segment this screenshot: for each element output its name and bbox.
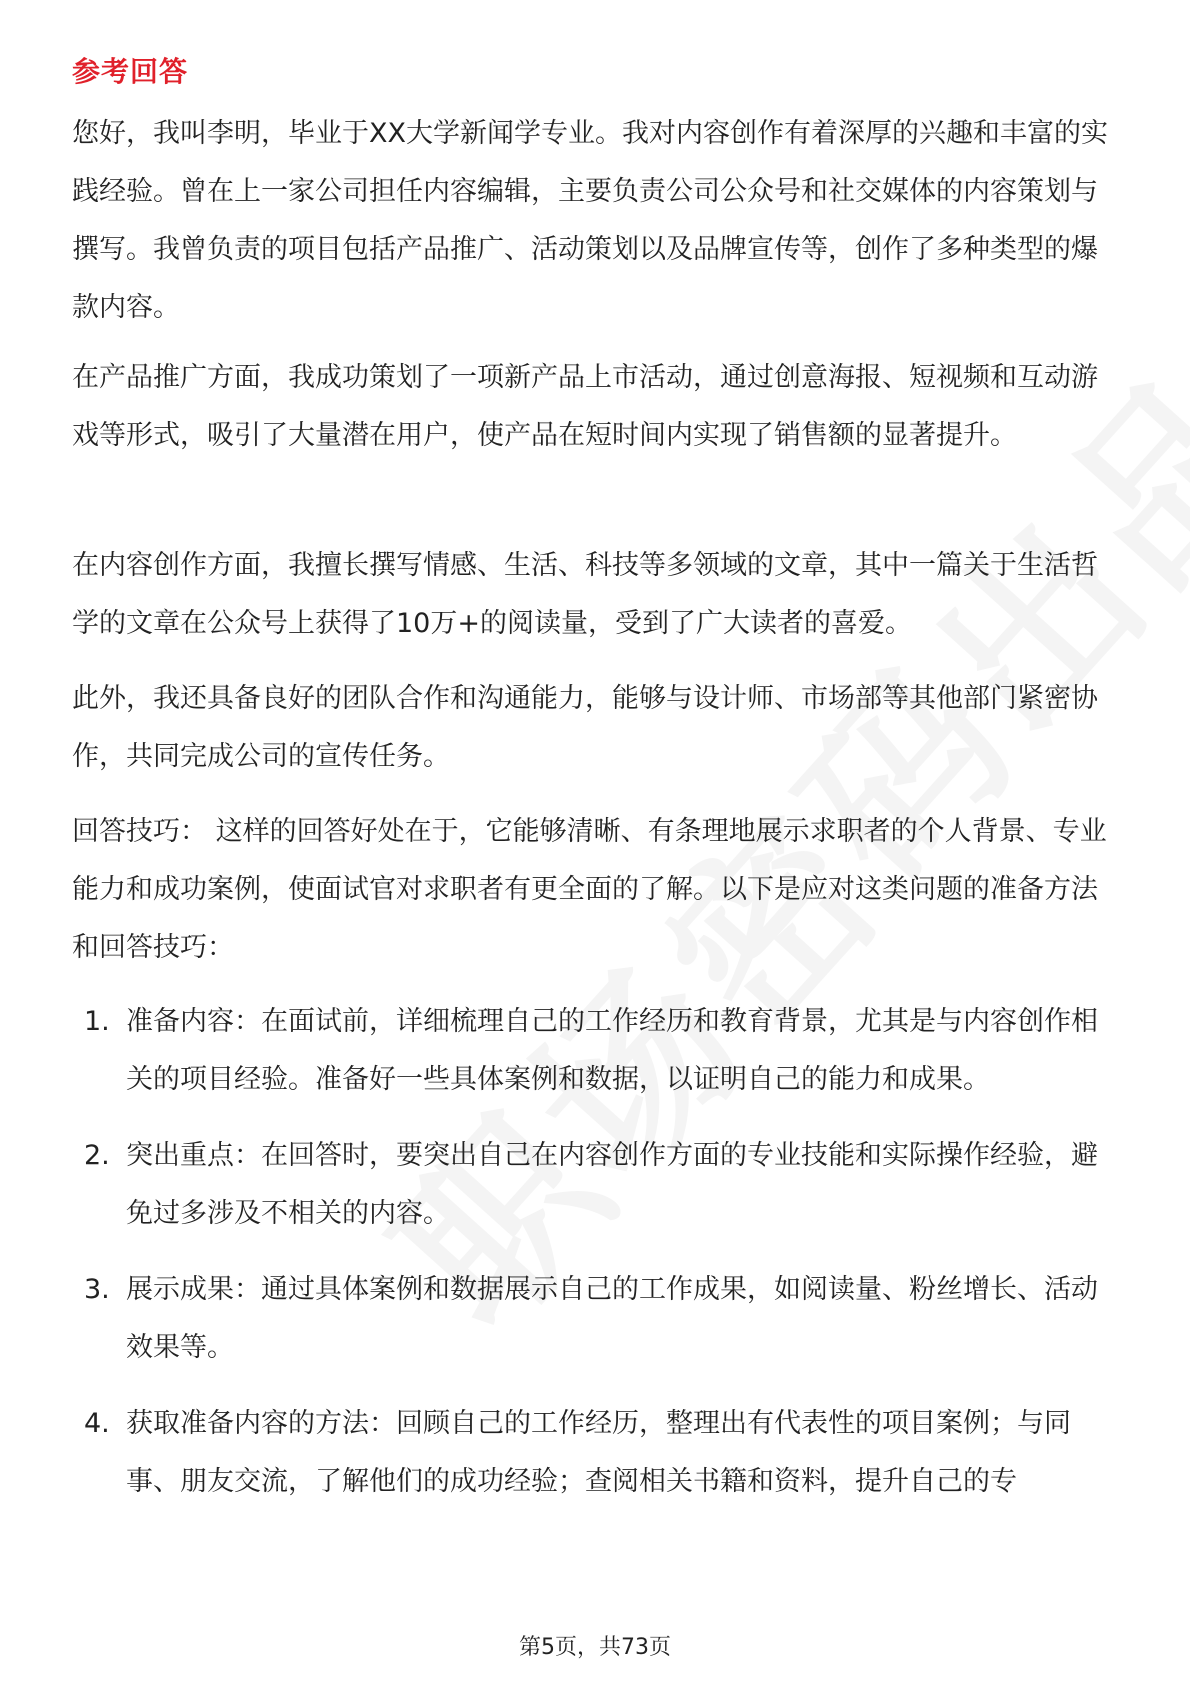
list-item <box>84 993 1124 1109</box>
list-number: 2. <box>84 1140 110 1171</box>
list-number: 4. <box>84 1408 110 1439</box>
list-item <box>84 1395 1124 1511</box>
page-number-footer: 第5页，共73页 <box>519 1635 671 1660</box>
paragraph-teamwork: 此外，我还具备良好的团队合作和沟通能力，能够与设计师、市场部等其他部门紧密协作，共同完成公司的宣传任务。 <box>72 683 1098 772</box>
paragraph-answer-tips: 回答技巧： 这样的回答好处在于，它能够清晰、有条理地展示求职者的个人背景、专业能力和成功案例，使面试官对求职者有更全面的了解。以下是应对这类问题的准备方法和回答技巧： <box>72 816 1107 963</box>
list-text: 突出重点：在回答时，要突出自己在内容创作方面的专业技能和实际操作经验，避免过多涉及不相关的内容。 <box>126 1140 1098 1229</box>
list-text: 准备内容：在面试前，详细梳理自己的工作经历和教育背景，尤其是与内容创作相关的项目经验。准备好一些具体案例和数据，以证明自己的能力和成果。 <box>126 1006 1098 1095</box>
section-heading: 参考回答 <box>72 55 189 88</box>
list-number: 3. <box>84 1274 110 1305</box>
list-text: 获取准备内容的方法：回顾自己的工作经历，整理出有代表性的项目案例；与同事、朋友交流，了解他们的成功经验；查阅相关书籍和资料，提升自己的专 <box>126 1408 1071 1497</box>
list-text: 展示成果：通过具体案例和数据展示自己的工作成果，如阅读量、粉丝增长、活动效果等。 <box>126 1274 1098 1363</box>
list-item <box>84 1127 1124 1243</box>
paragraph-intro: 您好，我叫李明，毕业于XX大学新闻学专业。我对内容创作有着深厚的兴趣和丰富的实践经验。曾在上一家公司担任内容编辑，主要负责公司公众号和社交媒体的内容策划与撰写。我曾负责的项目包括产品推广、活动策划以及品牌宣传等，创作了多种类型的爆款内容。 <box>72 118 1108 323</box>
paragraph-product-promotion: 在产品推广方面，我成功策划了一项新产品上市活动，通过创意海报、短视频和互动游戏等形式，吸引了大量潜在用户，使产品在短时间内实现了销售额的显著提升。 <box>72 362 1098 451</box>
list-number: 1. <box>84 1006 110 1037</box>
list-item <box>84 1261 1124 1377</box>
paragraph-content-creation: 在内容创作方面，我擅长撰写情感、生活、科技等多领域的文章，其中一篇关于生活哲学的文章在公众号上获得了10万+的阅读量，受到了广大读者的喜爱。 <box>72 550 1098 639</box>
